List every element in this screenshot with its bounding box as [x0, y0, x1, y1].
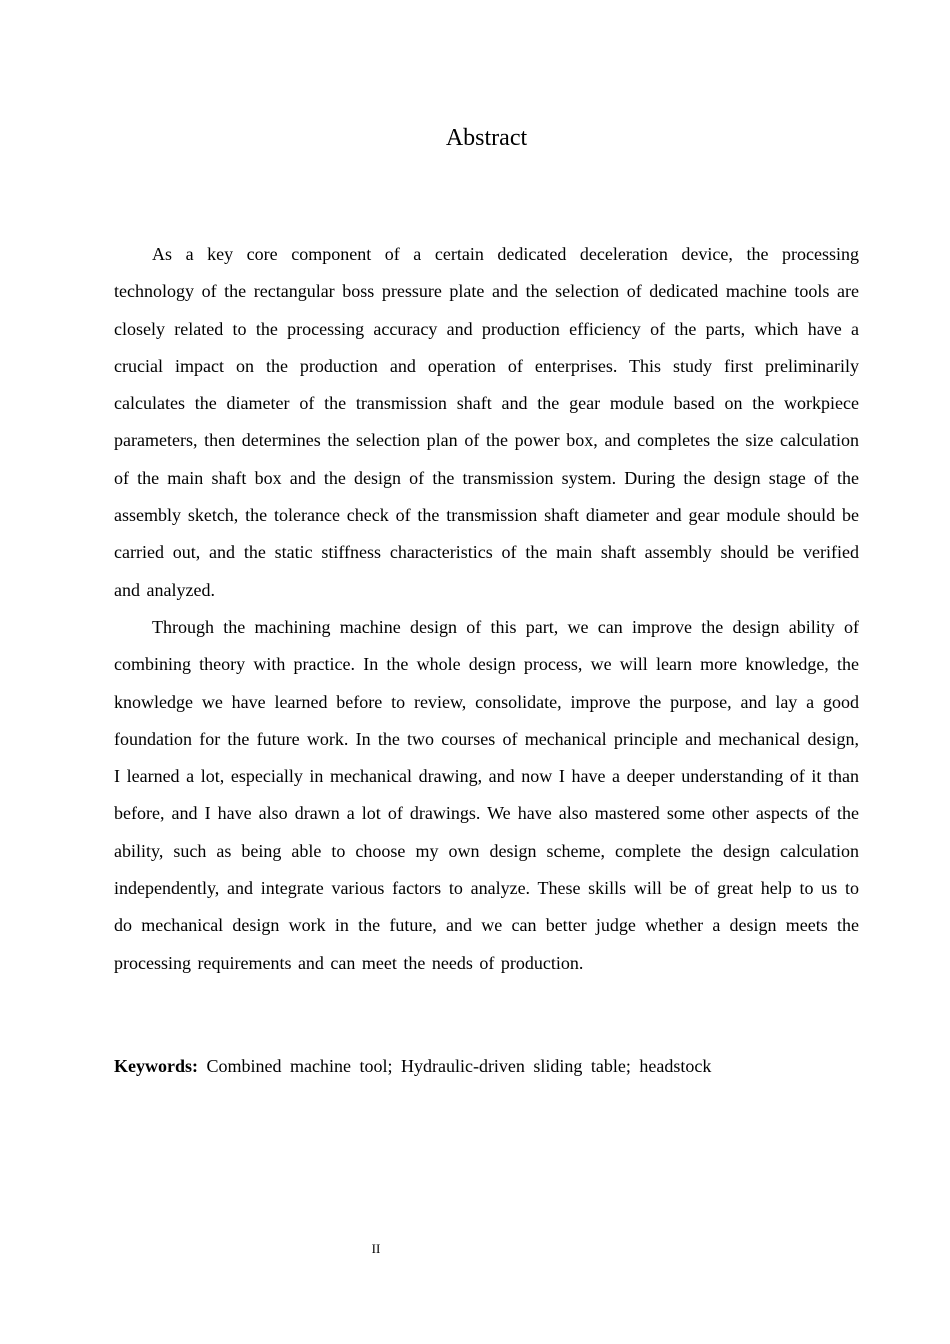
- abstract-body: [114, 236, 859, 982]
- abstract-paragraph-2: Through the machining machine design of this part, we can improve the design ability of combining theory with practice. In the whole design process, we will learn more knowledge, the knowledge we have learned before to review, consolidate, improve the purpose, and lay a good foundation for the future work. In the two courses of mechanical principle and mechanical design, I learned a lot, especially in mechanical drawing, and now I have a deeper understanding of it than before, and I have also drawn a lot of drawings. We have also mastered some other aspects of the ability, such as being able to choose my own design scheme, complete the design calculation independently, and integrate various factors to analyze. These skills will be of great help to us to do mechanical design work in the future, and we can better judge whether a design meets the processing requirements and can meet the needs of production.: [114, 616, 859, 973]
- page-number: II: [371, 1241, 381, 1256]
- keywords-line: [114, 1052, 711, 1080]
- abstract-paragraph-1: As a key core component of a certain dedicated deceleration device, the processing technology of the rectangular boss pressure plate and the selection of dedicated machine tools are closely related to the processing accuracy and production efficiency of the parts, which have a crucial impact on the production and operation of enterprises. This study first preliminarily calculates the diameter of the transmission shaft and the gear module based on the workpiece parameters, then determines the selection plan of the power box, and completes the size calculation of the main shaft box and the design of the transmission system. During the design stage of the assembly sketch, the tolerance check of the transmission shaft diameter and gear module should be carried out, and the static stiffness characteristics of the main shaft assembly should be verified and analyzed.: [114, 244, 859, 600]
- page-title: Abstract: [445, 125, 528, 151]
- keywords-text: Combined machine tool; Hydraulic-driven sliding table; headstock: [206, 1056, 712, 1076]
- keywords-label: Keywords:: [114, 1056, 198, 1076]
